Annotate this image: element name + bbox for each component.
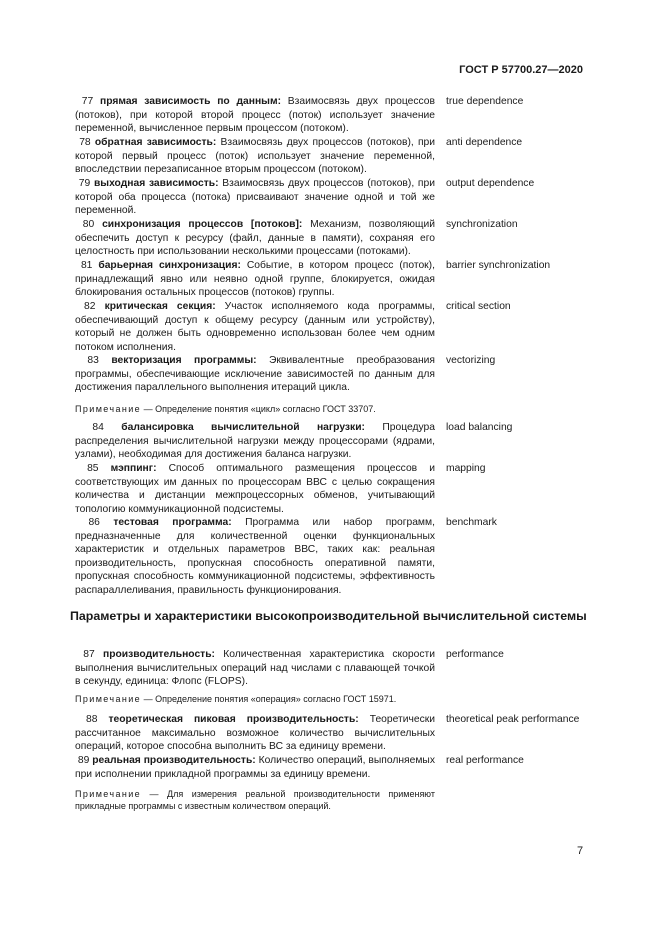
note [75, 403, 435, 415]
entry-number: 80 [82, 219, 95, 230]
entry-term: обратная зависимость: [94, 137, 217, 148]
entry-definition: Событие, в котором процесс (поток), принадлежащий явно или неявно одной группе, блокируется, ожидая блокирования остальных процессов (потоков) группы. [75, 260, 435, 299]
entry-number: 78 [79, 137, 91, 148]
term-entry-80 [75, 218, 435, 259]
note-text: — Определение понятия «операция» согласно ГОСТ 15971. [141, 694, 397, 704]
term-entry-86 [75, 516, 435, 598]
entry-number: 83 [87, 355, 99, 366]
entry-definition: Участок исполняемого кода программы, обеспечивающий доступ к общему ресурсу (данным или устройству), который не должен быть одновременно использован более чем одним потоком исполнения. [75, 301, 435, 353]
entry-term: теоретическая пиковая производительность: [108, 714, 359, 725]
english-equivalent: real performance [446, 755, 524, 766]
term-entry-83 [75, 354, 435, 395]
term-entry-89 [75, 754, 435, 781]
term-entry-78 [75, 136, 435, 177]
entry-definition: Взаимосвязь двух процессов (потоков), при которой первый процесс (поток) использует значение переменной, впоследствии перезаписанное вторым процессом (потоком). [75, 137, 435, 176]
english-equivalent: theoretical peak performance [446, 714, 580, 725]
term-entry-84 [75, 421, 435, 462]
note-text: — Определение понятия «цикл» согласно ГОСТ 33707. [141, 404, 376, 414]
section-heading: Параметры и характеристики высокопроизводительной вычислительной системы [70, 609, 587, 623]
note [75, 693, 435, 705]
entry-definition: Программа или набор программ, предназначенные для количественной оценки функциональных характеристик и отдельных параметров ВВС, таких как: реальная производительность, пропускная способность оперативной памяти, пропускная способность коммуникационной подсистемы, эффективность распараллеливания, правильность функционирования. [75, 517, 435, 596]
entry-term: синхронизация процессов [потоков]: [102, 219, 303, 230]
term-entry-88 [75, 713, 435, 754]
entry-definition: Взаимосвязь двух процессов (потоков), при которой оба процесса (потока) присваивают значение одной и той же переменной. [75, 178, 435, 217]
entry-definition: Способ оптимального размещения процессов и соответствующих им данных по процессорам ВВС с целью сокращения количества и дистанции межпроцессорных обменов, учитывающий топологию коммуникационной подсистемы. [75, 463, 435, 515]
english-equivalent: critical section [446, 301, 511, 312]
entry-number: 81 [80, 260, 93, 271]
note-label: Примечание [75, 694, 142, 704]
term-entry-85 [75, 462, 435, 516]
entry-term: прямая зависимость по данным: [99, 96, 282, 107]
entry-number: 87 [83, 649, 95, 660]
entry-term: выходная зависимость: [93, 178, 219, 189]
document-code: ГОСТ Р 57700.27—2020 [459, 64, 583, 76]
english-equivalent: barrier synchronization [446, 260, 551, 271]
entry-definition: Количественная характеристика скорости выполнения вычислительных операций над числами с плавающей точкой в секунду, единица: Флопс (FLOPS). [75, 649, 435, 688]
note [75, 788, 435, 812]
english-equivalent: benchmark [446, 517, 497, 528]
term-entry-79 [75, 177, 435, 218]
entry-term: критическая секция: [104, 301, 216, 312]
entry-number: 79 [78, 178, 91, 189]
entry-definition: Эквивалентные преобразования программы, обеспечивающие исключение зависимостей по данным для достижения параллельного выполнения итераций цикла. [75, 355, 435, 394]
entry-number: 88 [86, 714, 98, 725]
entry-term: балансировка вычислительной нагрузки: [121, 422, 365, 433]
term-entry-87 [75, 648, 435, 689]
entry-definition: Взаимосвязь двух процессов (потоков), при которой второй процесс (поток) использует значение переменной, вычисленное первым процессом (потоком). [75, 96, 435, 135]
english-equivalent: anti dependence [446, 137, 523, 148]
note-text: — Для измерения реальной производительности применяют прикладные программы с известным количеством операций. [75, 789, 435, 811]
english-equivalent: synchronization [446, 219, 518, 230]
entry-number: 85 [87, 463, 99, 474]
english-equivalent: load balancing [446, 422, 513, 433]
entry-term: производительность: [102, 649, 215, 660]
entry-term: мэппинг: [110, 463, 157, 474]
page-number: 7 [577, 845, 584, 857]
entry-number: 77 [81, 96, 94, 107]
english-equivalent: performance [446, 649, 504, 660]
term-entry-81 [75, 259, 435, 300]
english-equivalent: true dependence [446, 96, 524, 107]
entry-definition: Процедура распределения вычислительной нагрузки между процессорами (ядрами, узлами), необходимая для достижения баланса нагрузки. [75, 422, 435, 461]
entry-term: тестовая программа: [113, 517, 232, 528]
entry-number: 82 [84, 301, 96, 312]
english-equivalent: output dependence [446, 178, 535, 189]
entry-number: 89 [77, 755, 90, 766]
entry-term: векторизация программы: [111, 355, 257, 366]
entry-definition: Механизм, позволяющий обеспечить доступ к ресурсу (файл, данные в памяти), сохраняя его целостность при использовании несколькими процессами (потоками). [75, 219, 435, 258]
english-equivalent: vectorizing [446, 355, 496, 366]
note-label: Примечание [75, 404, 142, 414]
entry-definition: Теоретически рассчитанное максимально возможное количество вычислительных операций, которое способна выполнить ВС за единицу времени. [75, 714, 435, 753]
entry-number: 84 [92, 422, 104, 433]
entry-term: барьерная синхронизация: [98, 260, 241, 271]
entry-definition: Количество операций, выполняемых при исполнении прикладной программы за единицу времени. [75, 755, 435, 780]
term-entry-82 [75, 300, 435, 354]
english-equivalent: mapping [446, 463, 486, 474]
term-entry-77 [75, 95, 435, 136]
note-label: Примечание [75, 789, 142, 799]
entry-number: 86 [88, 517, 100, 528]
entry-term: реальная производительность: [92, 755, 256, 766]
